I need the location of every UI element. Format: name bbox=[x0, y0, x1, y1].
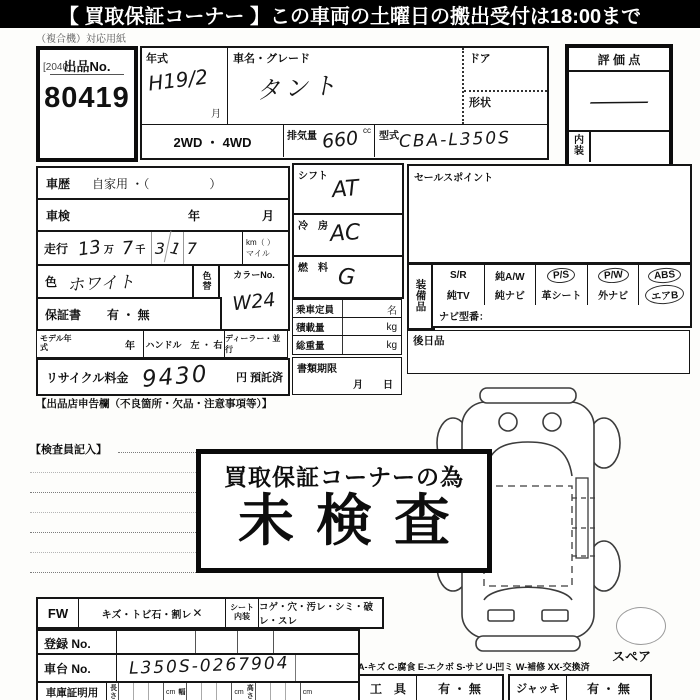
later-items-label: 後日品 bbox=[413, 335, 445, 347]
fuel-value: G bbox=[336, 264, 357, 291]
weight-unit: kg bbox=[386, 339, 397, 351]
mileage-digit-1: 3 bbox=[151, 232, 167, 264]
auction-no-box bbox=[36, 46, 138, 162]
vehicle-header-table bbox=[140, 46, 549, 160]
equipment-cell bbox=[638, 284, 690, 305]
load-unit: kg bbox=[386, 321, 397, 333]
registration-label-cell bbox=[38, 631, 117, 655]
warranty-options: 有 ・ 無 bbox=[107, 307, 150, 322]
color-value: ホワイト bbox=[66, 272, 136, 296]
dealer-cell bbox=[225, 331, 287, 357]
recycle-suffix: 円 預託済 bbox=[235, 372, 283, 384]
equipment-cell bbox=[535, 284, 587, 305]
year-value: H19/2 bbox=[146, 64, 210, 96]
fw-cell bbox=[38, 599, 79, 627]
equipment-cell bbox=[587, 265, 639, 286]
uninspected-stamp bbox=[196, 449, 492, 573]
mileage-row bbox=[36, 230, 290, 266]
equipment-item: ABS bbox=[648, 267, 682, 284]
jack-row bbox=[508, 674, 652, 700]
weight-label: 総重量 bbox=[296, 336, 343, 354]
color-no-cell bbox=[218, 264, 290, 331]
ac-label: 冷 房 bbox=[298, 221, 328, 232]
mileage-digit-3: 7 bbox=[183, 232, 199, 264]
displacement-cell bbox=[284, 125, 375, 157]
car-name-label: 車名・グレード bbox=[233, 53, 310, 65]
garage-width-label: 幅 bbox=[178, 688, 186, 696]
door-shape-divider bbox=[464, 90, 547, 92]
model-year-cell bbox=[37, 331, 144, 357]
interior-cell bbox=[569, 132, 591, 162]
tools-row bbox=[358, 674, 504, 700]
inspection-row bbox=[36, 198, 290, 232]
model-year-label: モデル年式 bbox=[40, 334, 72, 352]
windshield-seat-row bbox=[36, 597, 384, 629]
car-name-value: タント bbox=[255, 71, 342, 105]
registration-label: 登録 No. bbox=[44, 636, 91, 651]
shift-value: AT bbox=[330, 175, 360, 204]
auction-no-tag: [2040] bbox=[43, 62, 71, 73]
garage-length-cells bbox=[118, 683, 164, 700]
fuel-box bbox=[292, 255, 404, 299]
equipment-item: P/S bbox=[547, 267, 576, 284]
registration-cell bbox=[117, 631, 195, 655]
shift-box bbox=[292, 163, 404, 215]
handle-cell bbox=[144, 331, 225, 357]
chassis-cell-divider bbox=[295, 655, 296, 681]
seat-label: シート内装 bbox=[230, 603, 254, 621]
ac-value: AC bbox=[329, 219, 362, 248]
seat-cell bbox=[225, 599, 259, 627]
drive-options: 2WD ・ 4WD bbox=[173, 134, 252, 150]
equipment-item: 純TV bbox=[446, 291, 470, 302]
weight-row bbox=[292, 335, 402, 355]
year-unit: 月 bbox=[211, 109, 221, 120]
model-year-row bbox=[36, 330, 288, 358]
garage-label-cell bbox=[38, 683, 107, 700]
dealer-options: ディーラー・並行 bbox=[225, 334, 281, 354]
door-label: ドア bbox=[469, 53, 491, 65]
model-code-label: 型式 bbox=[379, 131, 399, 142]
warranty-row bbox=[36, 297, 222, 331]
banner-text: 【 買取保証コーナー 】この車両の土曜日の搬出受付は18:00まで bbox=[58, 5, 642, 28]
load-label: 積載量 bbox=[296, 318, 343, 336]
ac-box bbox=[292, 213, 404, 257]
garage-row bbox=[36, 681, 362, 700]
equipment-cell bbox=[484, 265, 536, 286]
displacement-unit: cc bbox=[363, 126, 371, 135]
later-items-box bbox=[407, 330, 690, 374]
garage-height-unit: cm bbox=[302, 689, 313, 696]
stamp-uninspected-text: 未検査 bbox=[238, 489, 472, 552]
equipment-item: 純A/W bbox=[495, 272, 525, 283]
recycle-value: 9430 bbox=[141, 361, 210, 393]
history-value: 自家用 ・（ ） bbox=[92, 176, 222, 191]
capacity-row bbox=[292, 299, 402, 319]
jack-options-cell bbox=[567, 680, 650, 697]
top-banner bbox=[0, 0, 700, 28]
auction-no-underline bbox=[50, 74, 124, 75]
tools-label-cell bbox=[360, 676, 417, 700]
garage-height-label: 高さ bbox=[246, 684, 254, 700]
sheet-type-label: （複合機）対応用紙 bbox=[36, 34, 126, 45]
registration-cell bbox=[237, 631, 273, 655]
mileage-unit-mile: マイル bbox=[246, 249, 270, 258]
history-row bbox=[36, 166, 290, 200]
chassis-row bbox=[36, 653, 360, 683]
inspection-label: 車検 bbox=[46, 208, 71, 223]
auction-no-label: 出品No. bbox=[63, 59, 111, 74]
mileage-unit-cell bbox=[242, 232, 288, 264]
equipment-label: 装備品 bbox=[415, 278, 427, 314]
model-code-value: CBA-L350S bbox=[398, 128, 512, 152]
equipment-item: 革シート bbox=[541, 291, 582, 302]
stamp-reason-text: 買取保証コーナーの為 bbox=[224, 464, 464, 490]
chassis-label: 車台 No. bbox=[44, 661, 91, 676]
car-name-cell bbox=[228, 48, 462, 124]
registration-cell bbox=[273, 631, 358, 655]
equipment-cell bbox=[638, 265, 690, 286]
chassis-value: L350S-0267904 bbox=[128, 653, 290, 679]
warranty-label: 保証書 bbox=[45, 307, 82, 322]
mileage-digit-2: 1 bbox=[164, 231, 186, 266]
jack-options: 有 ・ 無 bbox=[587, 681, 630, 696]
equipment-cell bbox=[535, 265, 587, 286]
documents-date-labels: 月 日 bbox=[353, 380, 393, 391]
year-label: 年式 bbox=[146, 53, 168, 65]
tools-options-cell bbox=[417, 680, 502, 697]
shape-label: 形状 bbox=[469, 97, 491, 109]
equipment-item: エアB bbox=[644, 284, 684, 306]
sen-unit: 千 bbox=[135, 244, 146, 256]
displacement-label: 排気量 bbox=[287, 131, 317, 142]
damage-legend: A-キズ C-腐食 E-エクボ S-サビ U-凹ミ W-補修 XX-交換済 bbox=[358, 662, 590, 672]
recycle-label: リサイクル料金 bbox=[46, 370, 129, 385]
chassis-label-cell bbox=[38, 655, 117, 681]
spare-tire-circle bbox=[616, 607, 666, 645]
history-label: 車歴 bbox=[46, 176, 71, 191]
fw-mark: ✕ bbox=[192, 606, 203, 620]
color-no-label: カラーNo. bbox=[233, 270, 275, 280]
documents-box bbox=[292, 357, 402, 395]
mileage-sen-value: 7 bbox=[121, 237, 135, 259]
interior-row bbox=[569, 130, 669, 162]
color-no-value: W24 bbox=[231, 288, 277, 316]
documents-label: 書類期限 bbox=[297, 364, 337, 375]
model-year-unit: 年 bbox=[125, 340, 135, 352]
tools-options: 有 ・ 無 bbox=[438, 681, 481, 696]
rating-value-area bbox=[569, 72, 669, 130]
garage-width-cells bbox=[186, 683, 232, 700]
inspector-label: 【検査員記入】 bbox=[30, 444, 107, 456]
tools-label: 工 具 bbox=[369, 681, 406, 696]
man-unit: 万 bbox=[103, 244, 114, 256]
equipment-item: S/R bbox=[449, 270, 467, 281]
seat-condition-text: コゲ・穴・汚レ・シミ・破レ・スレ bbox=[259, 602, 374, 627]
mileage-label: 走行 bbox=[44, 241, 69, 256]
nav-model-row bbox=[431, 305, 692, 328]
capacity-label: 乗車定員 bbox=[296, 300, 343, 318]
spare-label: スペア bbox=[612, 649, 652, 664]
mileage-man-value: 13 bbox=[76, 236, 103, 260]
jack-label: ジャッキ bbox=[516, 683, 560, 695]
garage-width-unit: cm bbox=[234, 689, 244, 696]
fw-label: FW bbox=[47, 605, 69, 621]
equipment-item: 外ナビ bbox=[598, 291, 629, 302]
equipment-cell bbox=[484, 284, 536, 305]
nav-model-label: ナビ型番： bbox=[439, 312, 489, 323]
inspection-year-label: 年 bbox=[188, 208, 201, 223]
displacement-value: 660 bbox=[320, 127, 360, 153]
shift-label: シフト bbox=[298, 171, 328, 182]
equipment-cell bbox=[433, 265, 484, 286]
equipment-item: 純ナビ bbox=[494, 291, 525, 302]
fuel-label: 燃 料 bbox=[298, 263, 328, 274]
garage-length-unit: cm bbox=[166, 689, 176, 696]
load-row bbox=[292, 317, 402, 337]
inspection-month-label: 月 bbox=[261, 208, 274, 223]
equipment-cell bbox=[433, 284, 484, 305]
color-label: 色 bbox=[45, 275, 58, 289]
interior-value-cell bbox=[591, 132, 669, 162]
fw-condition-cell bbox=[79, 599, 225, 627]
auction-no-value: 80419 bbox=[44, 82, 130, 114]
sales-point-label: セールスポイント bbox=[414, 173, 494, 184]
garage-length-label: 長さ bbox=[110, 684, 117, 700]
color-change-label: 色替 bbox=[202, 270, 212, 291]
garage-label: 車庫証明用 bbox=[45, 687, 99, 699]
year-cell bbox=[142, 48, 228, 124]
garage-height-cells bbox=[255, 683, 301, 700]
mileage-unit-km: km（ ） bbox=[246, 238, 275, 247]
model-code-cell bbox=[375, 125, 547, 157]
jack-label-cell bbox=[510, 676, 567, 700]
sales-point-box bbox=[407, 164, 692, 264]
recycle-row bbox=[36, 358, 290, 396]
equipment-row-2 bbox=[431, 284, 692, 307]
rating-box bbox=[565, 44, 673, 170]
rating-header bbox=[569, 48, 669, 72]
equipment-cell bbox=[587, 284, 639, 305]
interior-label: 内装 bbox=[574, 135, 584, 157]
declaration-label: 【出品店申告欄（不良箇所・欠品・注意事項等）】 bbox=[36, 398, 273, 410]
registration-cell bbox=[195, 631, 237, 655]
door-shape-cell bbox=[462, 48, 547, 124]
rating-value: — bbox=[585, 88, 653, 114]
chassis-value-cell bbox=[117, 655, 358, 681]
rating-label: 評 価 点 bbox=[597, 52, 641, 67]
fw-condition-text: キズ・トビ石・割レ bbox=[101, 609, 192, 621]
equipment-item: P/W bbox=[597, 267, 629, 284]
handle-options: ハンドル 左 ・ 右 bbox=[145, 339, 223, 350]
seat-condition-cell bbox=[259, 599, 382, 627]
drive-cell bbox=[142, 125, 284, 157]
color-row bbox=[36, 264, 196, 299]
capacity-unit: 名 bbox=[387, 305, 397, 317]
